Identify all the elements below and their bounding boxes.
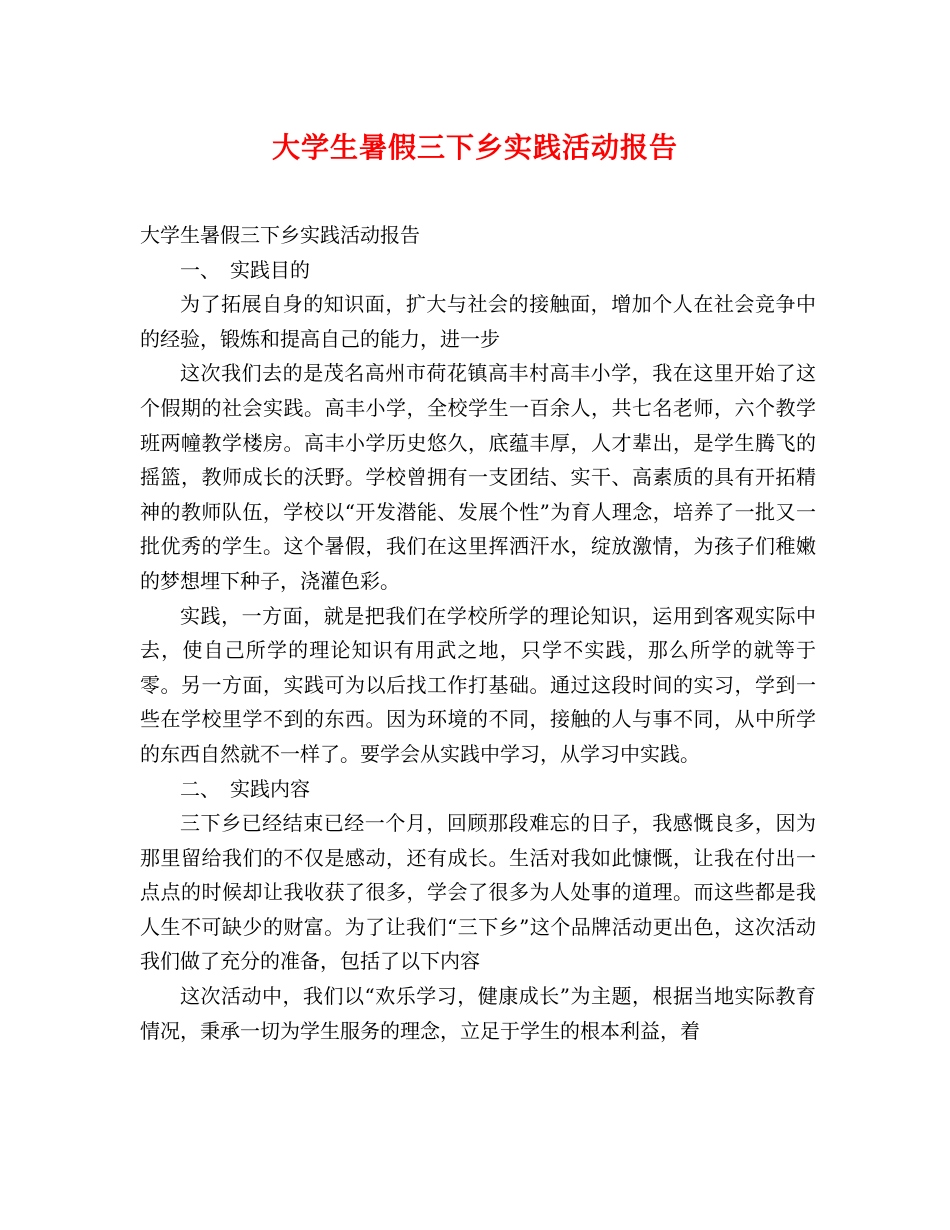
section-heading-content: 二、 实践内容 (180, 776, 310, 801)
paragraph: 这次我们去的是茂名高州市荷花镇高丰村高丰小学，我在这里开始了这个假期的社会实践。高丰小学，全校学生一百余人，共七名老师，六个教学班两幢教学楼房。高丰小学历史悠久，底蕴丰厚，人才辈出，是学生腾飞的摇篮，教师成长的沃野。学校曾拥有一支团结、实干、高素质的具有开拓精神的教师队伍，学校以“开发潜能、发展个性”为育人理念，培养了一批又一批优秀的学生。这个暑假，我们在这里挥洒汗水，绽放激情，为孩子们稚嫩的梦想埋下种子，浇灌色彩。 (140, 361, 816, 593)
paragraph: 实践，一方面，就是把我们在学校所学的理论知识，运用到客观实际中去，使自己所学的理论知识有用武之地，只学不实践，那么所学的就等于零。另一方面，实践可为以后找工作打基础。通过这段时间的实习，学到一些在学校里学不到的东西。因为环境的不同，接触的人与事不同，从中所学的东西自然就不一样了。要学会从实践中学习，从学习中实践。 (140, 603, 816, 766)
section-heading-purpose: 一、 实践目的 (180, 257, 310, 282)
paragraph: 为了拓展自身的知识面，扩大与社会的接触面，增加个人在社会竞争中的经验，锻炼和提高自己的能力，进一步 (140, 292, 816, 351)
paragraph: 这次活动中，我们以“欢乐学习，健康成长”为主题，根据当地实际教育情况，秉承一切为学生服务的理念，立足于学生的根本利益，着 (140, 984, 816, 1043)
document-title: 大学生暑假三下乡实践活动报告 (271, 131, 678, 164)
document-body (140, 218, 816, 1048)
report-subtitle: 大学生暑假三下乡实践活动报告 (140, 223, 420, 247)
paragraph: 三下乡已经结束已经一个月，回顾那段难忘的日子，我感慨良多，因为那里留给我们的不仅是感动，还有成长。生活对我如此慷慨，让我在付出一点点的时候却让我收获了很多，学会了很多为人处事的道理。而这些都是我人生不可缺少的财富。为了让我们“三下乡”这个品牌活动更出色，这次活动我们做了充分的准备，包括了以下内容 (140, 811, 816, 974)
